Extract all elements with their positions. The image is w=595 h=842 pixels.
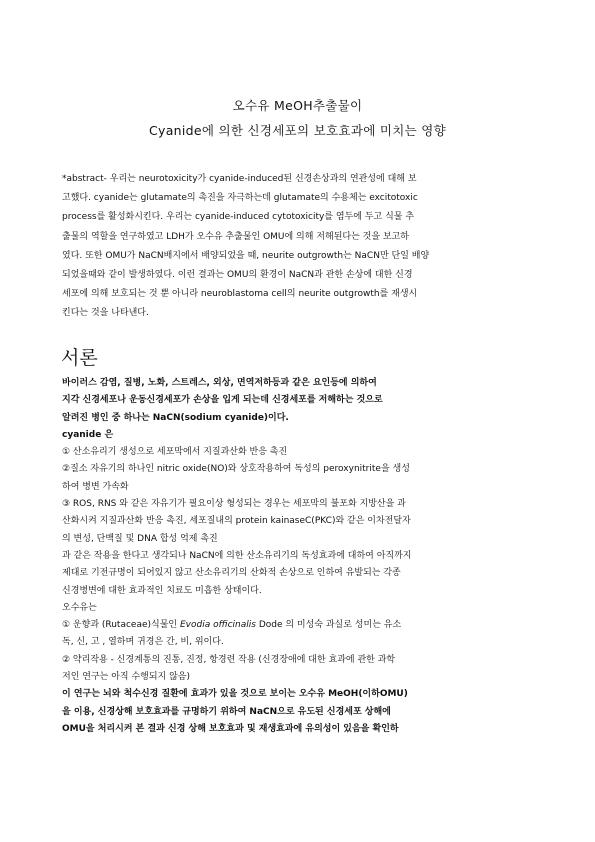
section-heading: 서론 [61,347,98,369]
cyanide-item: ②질소 자유기의 하나인 nitric oxide(NO)와 상호작용하여 독성의 peroxynitrite을 생성 [62,464,410,475]
cyanide-item: 제대로 기전규명이 되어있지 않고 산소유리기의 산화적 손상으로 인하여 유발되는 각종 [62,568,401,579]
cyanide-item: 의 변성, 단백질 및 DNA 합성 억제 촉진 [62,533,218,544]
cyanide-item: ③ ROS, RNS 와 같은 자유기가 필요이상 형성되는 경우는 세포막의 불포화 지방산을 과 [62,499,406,510]
abstract-line: 킨다는 것을 나타낸다. [62,308,149,319]
cyanide-item: 산화시켜 지질과산화 반응 촉진, 세포질내의 protein kainaseC(PKC)와 같은 이차전달자 [62,516,411,527]
osuyu-label: 오수유는 [62,602,97,613]
abstract-line: 세포에 의해 보호되는 것 뿐 아니라 neuroblastoma cell의 neurite outgrowth를 재생시 [62,289,418,300]
body-text [62,375,532,738]
abstract-line: 되었을때와 같이 발생하였다. 이런 결과는 OMU의 환경이 NaCN과 관한 손상에 대한 신경 [62,270,413,281]
abstract-line: 였다. 또한 OMU가 NaCN배지에서 배양되었을 때, neurite outgrowth는 NaCN만 단일 배양 [62,250,430,261]
species-name: Evodia officinalis [179,620,256,631]
title-line-1: 오수유 MeOH추출물이 [232,98,363,113]
abstract-line: process를 활성화시킨다. 우리는 cyanide-induced cytotoxicity를 염두에 두고 식물 추 [62,212,415,223]
intro-line: 바이러스 감염, 질병, 노화, 스트레스, 외상, 면역저하등과 같은 요인등에 의하여 [62,378,377,388]
abstract-line: 출물의 역할을 연구하였고 LDH가 오수유 추출물인 OMU에 의해 저해된다는 것을 보고하 [62,231,409,242]
osuyu-item-1-cont: 독, 신, 고 , 열하며 귀경은 간, 비, 위이다. [62,637,224,648]
abstract-line: *abstract- 우리는 neurotoxicity가 cyanide-induced된 신경손상과의 연관성에 대해 보 [62,174,417,184]
cyanide-item: 신경병변에 대한 효과적인 치료도 미흡한 상태이다. [62,585,262,596]
closing-line: 이 연구는 뇌와 척수신경 질환에 효과가 있을 것으로 보이는 오수유 MeOH(이하OMU) [62,689,408,700]
cyanide-label: cyanide 은 [62,429,114,440]
cyanide-item: ① 산소유리기 생성으로 세포막에서 지질과산화 반응 촉진 [62,447,288,458]
osuyu-item-2: ② 약리작용 - 신경계통의 진통, 진정, 항경련 작용 (신경장애에 대한 효과에 관한 과학 [62,654,396,665]
intro-line: 지각 신경세포나 운동신경세포가 손상을 입게 되는데 신경세포를 저해하는 것으로 [62,395,383,406]
cyanide-item: 하여 병변 가속화 [62,481,129,492]
intro-line: 알려진 병인 중 하나는 NaCN(sodium cyanide)이다. [62,412,289,423]
osuyu-item-1-text: ① 운향과 (Rutaceae)식물인 [62,620,180,631]
abstract-line: 고했다. cyanide는 glutamate의 촉진을 자극하는데 glutamate의 수용체는 excitotoxic [62,193,418,204]
cyanide-item: 과 같은 작용을 한다고 생각되나 NaCN에 의한 산소유리기의 독성효과에 대하여 아직까지 [62,550,412,561]
abstract [62,170,532,324]
osuyu-item-2: 저인 연구는 아직 수행되지 않음) [62,672,190,683]
osuyu-item-1 [62,617,532,634]
osuyu-item-1-text: Dode 의 미성숙 과실로 성미는 유소 [255,620,402,631]
title-line-2: Cyanide에 의한 신경세포의 보호효과에 미치는 영향 [148,123,447,138]
closing-line: 을 이용, 신경상해 보호효과를 규명하기 위하여 NaCN으로 유도된 신경세포 상해에 [62,706,391,717]
closing-line: OMU을 처리시켜 본 결과 신경 상해 보호효과 및 재생효과에 유의성이 있음을 확인하 [62,723,399,734]
